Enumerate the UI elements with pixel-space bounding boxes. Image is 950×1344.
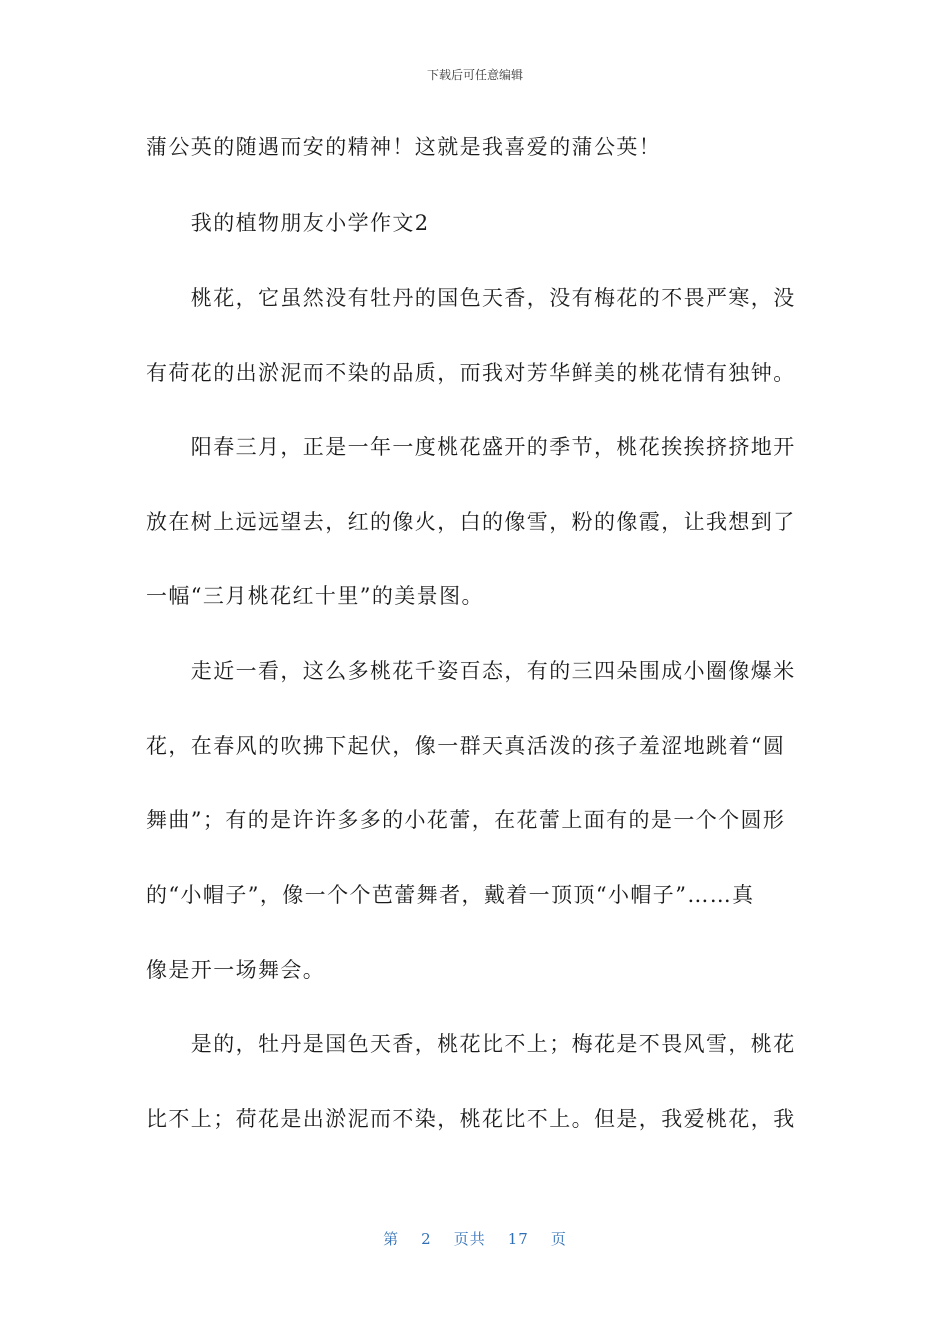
footer-middle: 页共: [453, 1230, 486, 1248]
body-line: 花，在春风的吹拂下起伏，像一群天真活泼的孩子羞涩地跳着“圆: [146, 734, 786, 758]
footer-total-pages: 17: [507, 1230, 529, 1248]
footer-page-number: 2: [421, 1230, 432, 1248]
body-line: 阳春三月，正是一年一度桃花盛开的季节，桃花挨挨挤挤地开: [146, 435, 796, 459]
footer-prefix: 第: [383, 1230, 400, 1248]
body-line: 走近一看，这么多桃花千姿百态，有的三四朵围成小圈像爆米: [146, 659, 796, 683]
footer-suffix: 页: [550, 1230, 567, 1248]
body-line: 像是开一场舞会。: [146, 958, 326, 982]
body-line: 舞曲”；有的是许许多多的小花蕾，在花蕾上面有的是一个个圆形: [146, 808, 786, 832]
page-footer: [0, 1228, 950, 1249]
page-header: 下载后可任意编辑: [426, 68, 523, 82]
body-line: 蒲公英的随遇而安的精神！这就是我喜爱的蒲公英！: [146, 135, 662, 159]
body-line: 一幅“三月桃花红十里”的美景图。: [146, 584, 484, 608]
body-line: 是的，牡丹是国色天香，桃花比不上；梅花是不畏风雪，桃花: [146, 1032, 796, 1056]
essay-title: 我的植物朋友小学作文2: [146, 211, 430, 235]
body-line: 放在树上远远望去，红的像火，白的像雪，粉的像霞，让我想到了: [146, 510, 796, 534]
body-line: 有荷花的出淤泥而不染的品质，而我对芳华鲜美的桃花情有独钟。: [146, 361, 796, 385]
body-line: 桃花，它虽然没有牡丹的国色天香，没有梅花的不畏严寒，没: [146, 286, 796, 310]
body-line: 比不上；荷花是出淤泥而不染，桃花比不上。但是，我爱桃花，我: [146, 1107, 796, 1131]
body-line: 的“小帽子”，像一个个芭蕾舞者，戴着一顶顶“小帽子”……真: [146, 883, 755, 907]
